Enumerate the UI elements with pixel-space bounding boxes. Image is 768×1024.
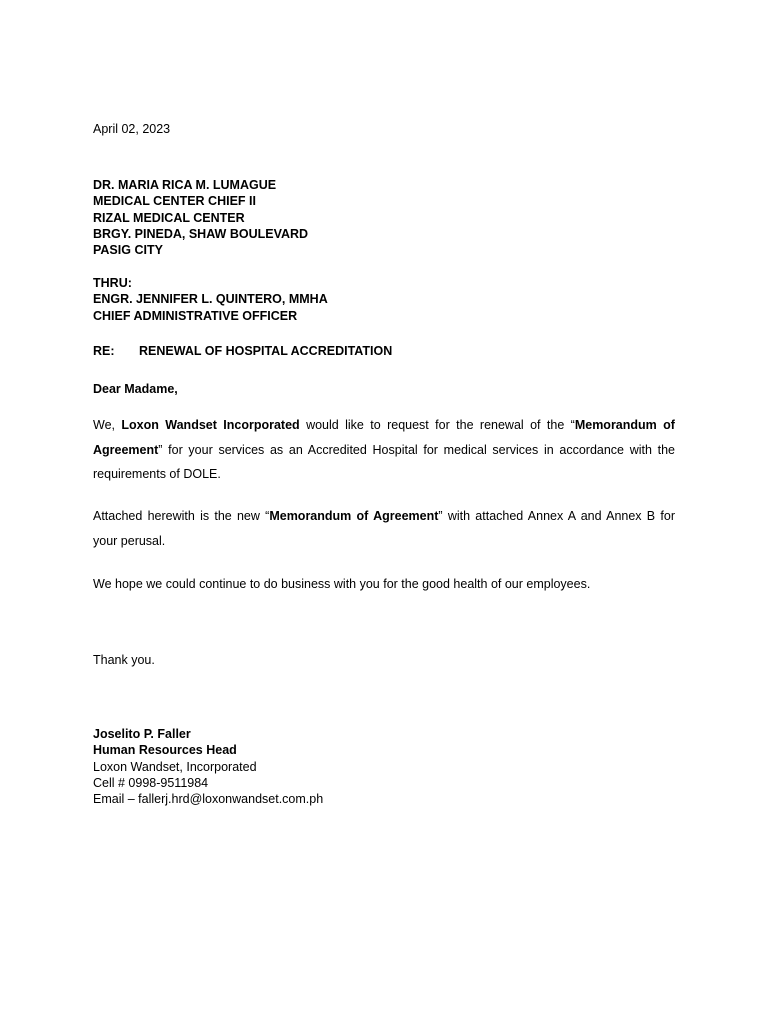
paragraph-2-text: Attached herewith is the new “: [93, 509, 270, 523]
letter-date: April 02, 2023: [93, 122, 171, 136]
paragraph-1-text: We,: [93, 418, 122, 432]
recipient-title: MEDICAL CENTER CHIEF II: [93, 194, 256, 209]
re-line: [93, 343, 675, 359]
moa-inline: Memorandum of Agreement: [269, 509, 439, 523]
re-subject: RENEWAL OF HOSPITAL ACCREDITATION: [139, 344, 393, 358]
moa-inline: Memorandum of Agreement: [93, 418, 675, 457]
thru-title: CHIEF ADMINISTRATIVE OFFICER: [93, 308, 298, 323]
signatory-title: Human Resources Head: [93, 743, 237, 758]
paragraph-3-block: [93, 576, 675, 592]
recipient-address: BRGY. PINEDA, SHAW BOULEVARD: [93, 226, 309, 241]
signatory-email: Email – fallerj.hrd@loxonwandset.com.ph: [93, 792, 324, 807]
paragraph-2-text: ” with attached Annex A and Annex B for your perusal.: [93, 509, 675, 548]
paragraph-2: [93, 504, 675, 553]
signatory-company: Loxon Wandset, Incorporated: [93, 759, 257, 774]
company-name-inline: Loxon Wandset Incorporated: [121, 418, 300, 432]
recipient-city: PASIG CITY: [93, 243, 163, 258]
closing-block: [93, 652, 675, 668]
salutation: Dear Madame,: [93, 382, 178, 396]
recipient-block: [93, 177, 675, 258]
recipient-name: DR. MARIA RICA M. LUMAGUE: [93, 178, 277, 192]
signatory-cell: Cell # 0998-9511984: [93, 775, 209, 790]
signatory-name: Joselito P. Faller: [93, 727, 191, 741]
salutation-block: [93, 381, 675, 397]
paragraph-1-text: ” for your services as an Accredited Hospital for medical services in accordance with the requirements of DOLE.: [93, 442, 675, 481]
re-label: RE:: [93, 344, 115, 358]
recipient-institution: RIZAL MEDICAL CENTER: [93, 210, 245, 225]
paragraph-1: [93, 413, 675, 487]
paragraph-1-text: would like to request for the renewal of the “: [299, 418, 575, 432]
thru-block: [93, 275, 675, 324]
letter-date-block: [93, 121, 675, 137]
thru-label: THRU:: [93, 276, 132, 290]
paragraph-3: We hope we could continue to do business with you for the good health of our employees.: [93, 577, 591, 591]
closing: Thank you.: [93, 653, 155, 667]
thru-name: ENGR. JENNIFER L. QUINTERO, MMHA: [93, 292, 328, 307]
signature-block: [93, 726, 675, 807]
